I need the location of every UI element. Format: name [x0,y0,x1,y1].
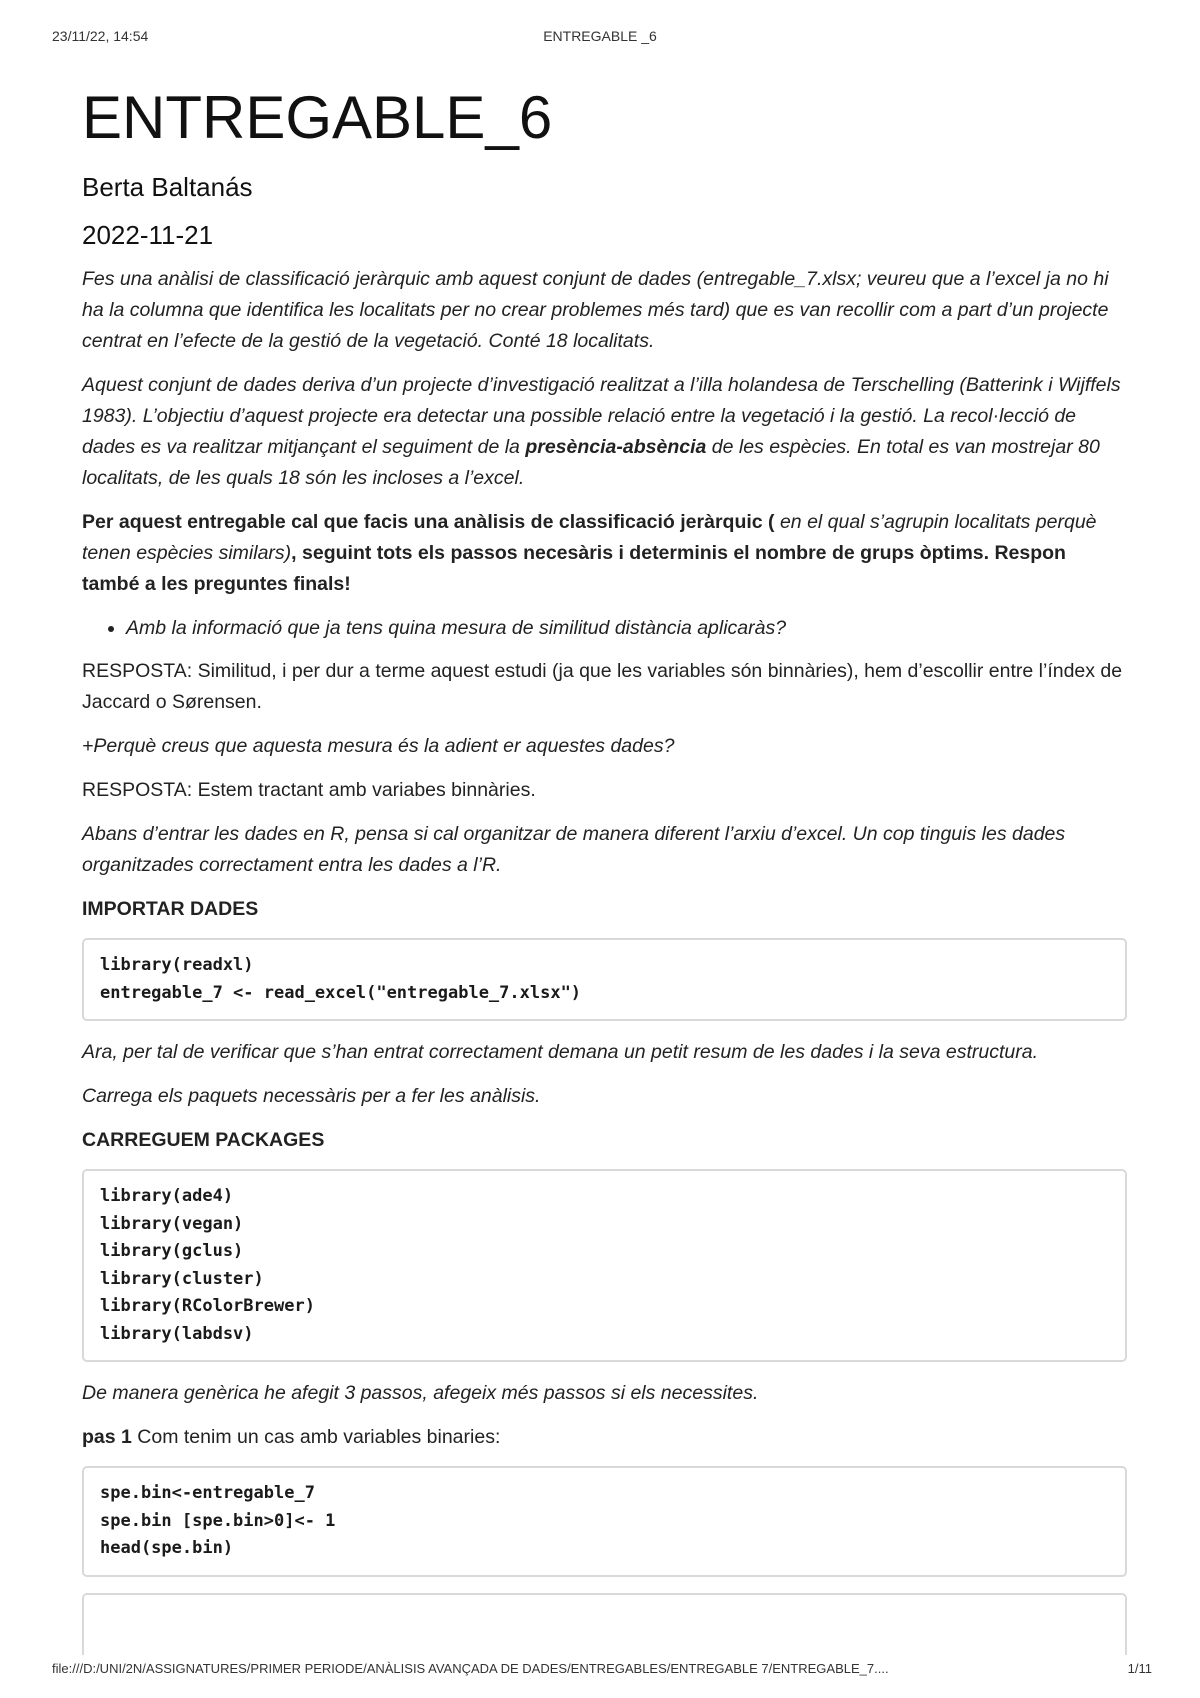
intro-paragraph-2 [82,370,1127,494]
code-block-packages [82,1169,1127,1362]
document-body [82,82,1127,1671]
question-2: +Perquè creus que aquesta mesura és la adient er aquestes dades? [82,735,675,757]
code-line: library(readxl) [100,955,254,975]
task-bold-2: , seguint tots els passos necesàris i determinis el nombre de grups òptims. Respon també a les preguntes finals! [82,542,1066,595]
code-block-import [82,938,1127,1021]
print-footer-page-number: 1/11 [1127,1661,1152,1676]
answer-1: RESPOSTA: Similitud, i per dur a terme aquest estudi (ja que les variables són binnàries), hem d’escollir entre l’índex de Jaccard o Sørensen. [82,660,1123,713]
code-line: library(vegan) [100,1213,244,1234]
intro-p2-bold: presència-absència [525,436,707,458]
code-line: entregable_7 <- read_excel("entregable_7.xlsx") [100,982,582,1003]
code-line: library(labdsv) [100,1323,254,1344]
step-1-text: Com tenim un cas amb variables binaries: [131,1426,501,1448]
code-block-continued [82,1593,1127,1655]
instruction-packages: Carrega els paquets necessàris per a fer les anàlisis. [82,1085,541,1107]
intro-p2-start: Aquest conjunt de dades deriva d’un projecte d’investigació realitzat a l’illa holandesa de Terschelling (Batterink i Wijffels 1983). L’objectiu d’aquest projecte era detectar una possible relació entre la vegetació i la gestió. La recol·lecció de dades es va realitzar mitjançant el seguiment de la [82,374,1121,458]
code-line: spe.bin<-entregable_7 [100,1483,315,1503]
code-line: library(ade4) [100,1186,234,1206]
task-paragraph [82,507,1127,600]
code-block-step-1 [82,1466,1127,1577]
document-title: ENTREGABLE_6 [82,84,553,151]
question-list [82,613,1127,644]
question-bullet: • Amb la informació que ja tens quina mesura de similitud distància aplicaràs? [126,613,1127,644]
section-heading-packages: CARREGUEM PACKAGES [82,1129,325,1151]
document-date: 2022-11-21 [82,220,214,250]
intro-paragraph-1: Fes una anàlisi de classificació jeràrquic amb aquest conjunt de dades (entregable_7.xlsx; veureu que a l’excel ja no hi ha la columna que identifica les localitats per no crear problemes més tard) que es van recollir com a part d’un projecte centrat en l’efecte de la gestió de la vegetació. Conté 18 localitats. [82,268,1109,352]
section-heading-import: IMPORTAR DADES [82,898,259,920]
instruction-import: Abans d’entrar les dades en R, pensa si cal organitzar de manera diferent l’arxiu d’excel. Un cop tinguis les dades organitzades correctament entra les dades a l’R. [82,823,1066,876]
print-footer-url: file:///D:/UNI/2N/ASSIGNATURES/PRIMER PERIODE/ANÀLISIS AVANÇADA DE DADES/ENTREGABLES/ENTREGABLE 7/ENTREGABLE_7.... [52,1661,889,1676]
code-line: library(gclus) [100,1241,244,1261]
code-line: spe.bin [spe.bin>0]<- 1 [100,1510,336,1531]
code-line: library(cluster) [100,1268,264,1289]
code-line: head(spe.bin) [100,1538,234,1558]
step-1-label: pas 1 [82,1426,132,1448]
task-bold-1: Per aquest entregable cal que facis una anàlisis de classificació jeràrquic ( [82,511,775,533]
print-header-title: ENTREGABLE _6 [543,28,657,44]
print-header-date: 23/11/22, 14:54 [52,28,149,44]
intro-p2-end: de les espècies. En total es van mostrejar 80 localitats, de les quals 18 són les incloses a l’excel. [82,436,1100,489]
code-line: library(RColorBrewer) [100,1296,315,1316]
instruction-summary: Ara, per tal de verificar que s’han entrat correctament demana un petit resum de les dades i la seva estructura. [82,1041,1038,1063]
task-italic: en el qual s’agrupin localitats perquè tenen espècies similars) [82,511,1097,564]
document-author: Berta Baltanás [82,172,253,202]
instruction-steps: De manera genèrica he afegit 3 passos, afegeix més passos si els necessites. [82,1382,759,1404]
answer-2: RESPOSTA: Estem tractant amb variabes binnàries. [82,779,536,801]
step-1-paragraph [82,1422,1127,1453]
